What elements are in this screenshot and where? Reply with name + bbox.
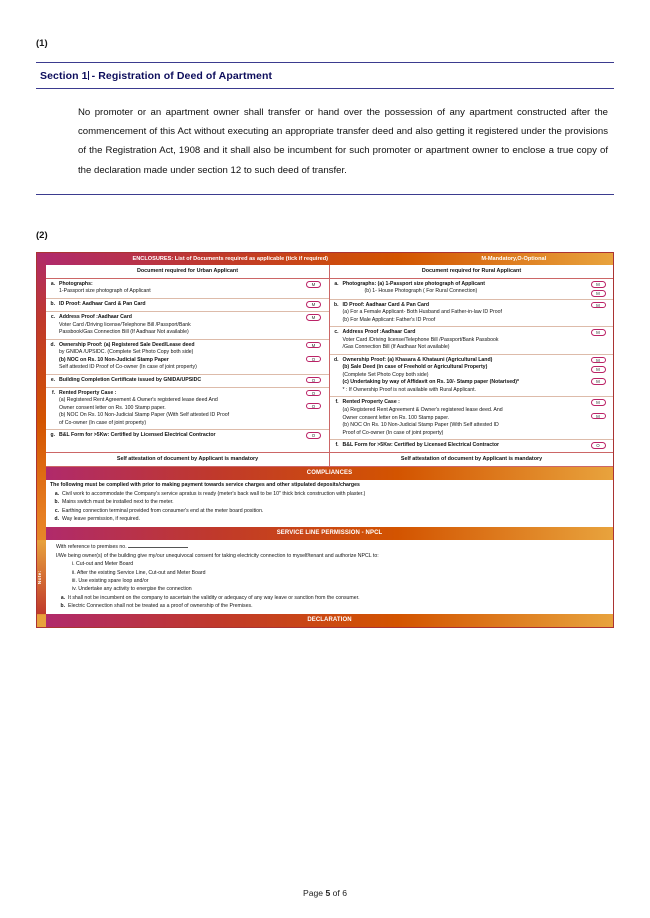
optional-pill[interactable]: O — [306, 403, 321, 410]
row-text — [341, 397, 584, 439]
row-text — [57, 312, 299, 339]
row-marks — [299, 340, 329, 374]
row-marks — [583, 397, 613, 439]
mandatory-pill[interactable]: M — [591, 302, 606, 309]
list-text: Use existing spare loop and/or — [78, 578, 149, 585]
row-index: f. — [335, 442, 339, 449]
row-line: Proof of Co-owner (In case of joint property) — [342, 429, 444, 436]
row-line: Owner consent letter on Rs. 100 Stamp paper. — [342, 414, 450, 421]
section-1-number: (1) — [36, 38, 48, 49]
list-index: i. — [72, 561, 75, 568]
row-line: Photographs: — [59, 280, 93, 287]
urban-column-header: Document required for Urban Applicant — [46, 265, 330, 278]
section-1-heading — [36, 63, 614, 88]
table-row — [330, 397, 614, 440]
row-marks — [583, 300, 613, 327]
row-text — [57, 279, 299, 298]
table-row — [46, 279, 329, 299]
row-marks — [299, 279, 329, 298]
section-1-heading-suffix: - Registration of Deed of Apartment — [88, 70, 273, 82]
row-line: Passbook/Gas Connection Bill (If Aadhaar Not available) — [59, 329, 189, 336]
row-line: Self attested ID Proof of Co-owner (In case of joint property) — [59, 364, 197, 371]
list-text: Electric Connection shall not be treated as a proof of ownership of the Premises. — [68, 602, 253, 609]
row-line: (a) Registered Rent Agreement & Owner's registered lease deed. And — [342, 407, 503, 413]
section-1-block — [36, 62, 614, 195]
list-index: d. — [54, 515, 59, 522]
table-row — [46, 430, 329, 442]
page-footer — [0, 888, 650, 898]
row-marks — [299, 430, 329, 442]
row-text — [57, 299, 299, 311]
row-marks — [299, 312, 329, 339]
footer-suffix: of 6 — [330, 888, 347, 898]
row-line: Ownership Proof: (a) Registered Sale Deed/Lease deed — [59, 341, 195, 348]
list-index: iv. — [72, 586, 77, 593]
mandatory-pill[interactable]: M — [306, 301, 321, 308]
row-line: Address Proof :Aadhaar Card — [342, 329, 416, 336]
row-line: B&L Form for >5Kw: Certified by Licensed Electrical Contractor — [59, 432, 216, 439]
enclosures-form — [36, 252, 614, 628]
row-line: (b) NOC On Rs. 10 Non-Judicial Stamp Paper (With Self attested ID Proof — [59, 412, 230, 419]
row-index: d. — [50, 341, 55, 348]
list-item — [50, 491, 609, 499]
table-row — [330, 327, 614, 355]
row-line: (a) Registered Rent Agreement & Owner's registered lease deed And — [59, 397, 218, 404]
mandatory-pill[interactable]: M — [591, 290, 606, 297]
row-line: B&L Form for >5Kw: Certified by Licensed Electrical Contractor — [342, 442, 500, 449]
list-item — [56, 603, 609, 611]
list-index: c. — [54, 507, 59, 514]
row-text — [57, 340, 299, 374]
row-line: by GNIDA /UPSIDC. (Complete Set Photo Copy both side) — [59, 349, 194, 356]
list-index: b. — [60, 602, 65, 609]
list-text: Undertake any activity to energise the connection — [78, 586, 192, 593]
list-text: Earthing connection terminal provided from consumer's end at the meter board position. — [62, 507, 264, 514]
row-line: (c) Undertaking by way of Affidavit on Rs. 10/- Stamp paper (Notarised)* — [342, 379, 519, 386]
documents-columns — [46, 279, 613, 452]
service-line-premises — [56, 542, 609, 552]
row-line: ID Proof: Aadhaar Card & Pan Card — [342, 301, 430, 308]
self-attestation-row — [46, 452, 613, 467]
row-line: /Gas Connection Bill (If Aadhaar Not available) — [342, 344, 450, 351]
enclosures-title: ENCLOSURES: List of Documents required as applicable (tick if required) — [132, 256, 329, 262]
mandatory-pill[interactable]: M — [591, 378, 606, 385]
row-line: Photographs: (a) 1-Passport size photograph of Applicant — [342, 280, 485, 287]
row-line: Voter Card /Driving license/Telephone Bill /Passport/Bank — [59, 321, 191, 328]
mandatory-pill[interactable]: M — [591, 281, 606, 288]
row-index: c. — [50, 314, 55, 320]
row-index: a. — [50, 280, 55, 287]
section-1-bottom-rule — [36, 194, 614, 195]
list-item — [56, 561, 609, 569]
compliances-body — [46, 480, 613, 527]
rural-column-header: Document required for Rural Applicant — [421, 267, 522, 274]
row-line: Address Proof :Aadhaar Card — [59, 314, 132, 320]
row-marks — [583, 440, 613, 452]
footer-page-number: 5 — [325, 888, 331, 898]
list-index: b. — [54, 499, 59, 506]
row-index: f. — [335, 399, 339, 406]
list-text: Civil work to accommodate the Company's service apratus is ready (meter's back wall to be 10" thick brick construction with plaster.) — [62, 491, 366, 498]
list-item — [50, 516, 609, 524]
column-headers — [46, 265, 613, 279]
table-row — [330, 355, 614, 398]
self-attestation-rural: Self attestation of document by Applicant is mandatory — [400, 455, 543, 462]
list-index: a. — [60, 594, 65, 601]
footer-prefix: Page — [303, 888, 326, 898]
row-line: (b) 1- House Photograph ( For Rural Connection) — [364, 288, 478, 295]
service-line-premises-label: With reference to premises no. — [56, 544, 127, 551]
list-text: After the existing Service Line, Cut-out and Meter Board — [76, 569, 206, 576]
table-row — [46, 299, 329, 312]
row-line: (b) NOC On Rs. 10 Non-Judicial Stamp Paper (With Self attested ID — [342, 422, 499, 429]
row-marks — [299, 388, 329, 430]
declaration-title-bar: DECLARATION — [46, 614, 613, 627]
mandatory-pill[interactable]: M — [591, 413, 606, 420]
row-text — [341, 327, 584, 354]
table-row — [46, 340, 329, 375]
section-2-number: (2) — [36, 230, 48, 241]
row-line: Building Completion Certificate issued by GNIDA/UPSIDC — [59, 376, 202, 383]
service-line-body — [37, 540, 613, 614]
service-line-title-bar: SERVICE LINE PERMISSION - NPCL — [46, 527, 613, 540]
row-line: (b) NOC on Rs. 10 Non-Judicial Stamp Paper — [59, 356, 169, 363]
mandatory-legend: M-Mandatory,O-Optional — [481, 256, 547, 262]
row-line: (b) Sale Deed (in case of Freehold or Agricultural Property) — [342, 364, 488, 371]
note-side-tab: Note: — [37, 540, 46, 614]
row-text — [341, 300, 584, 327]
row-marks — [583, 327, 613, 354]
list-item — [56, 586, 609, 594]
table-row — [46, 375, 329, 388]
table-row — [46, 312, 329, 340]
optional-pill[interactable]: O — [306, 432, 321, 439]
row-line: (b) For Male Applicant: Father's ID Proof — [342, 316, 436, 323]
row-text — [57, 388, 299, 430]
row-index: b. — [50, 301, 55, 307]
row-index: d. — [334, 356, 339, 363]
row-index: g. — [50, 432, 55, 439]
row-index: b. — [334, 301, 339, 308]
section-1-heading-prefix: Section 1 — [40, 70, 88, 82]
list-text: Mains switch must be installed next to the meter. — [62, 499, 174, 506]
row-line: 1-Passport size photograph of Applicant — [59, 288, 151, 295]
row-line: ID Proof: Aadhaar Card & Pan Card — [59, 301, 146, 307]
list-text: Way leave permission, if required. — [62, 515, 140, 522]
mandatory-pill[interactable]: M — [306, 342, 321, 349]
table-row — [330, 440, 614, 452]
urban-column — [46, 279, 330, 452]
table-row — [330, 279, 614, 300]
compliances-title-bar: COMPLIANCES — [46, 467, 613, 480]
row-line: of Co-owner (In case of joint property) — [59, 419, 147, 426]
row-index: f. — [51, 389, 55, 396]
optional-pill[interactable]: O — [591, 442, 606, 449]
row-line: (a) For a Female Applicant- Both Husband and Father-in-law ID Proof — [342, 309, 502, 316]
row-line: (Complete Set Photo Copy both side) — [342, 371, 429, 378]
row-marks — [583, 279, 613, 299]
row-line: Rented Property Case : — [59, 389, 117, 396]
rural-column — [330, 279, 614, 452]
enclosures-title-bar — [46, 253, 613, 265]
row-line: Ownership Proof: (a) Khasara & Khatauni (Agricultural Land) — [342, 356, 493, 363]
optional-pill[interactable]: O — [306, 377, 321, 384]
table-row — [46, 388, 329, 431]
section-1-body: No promoter or an apartment owner shall transfer or hand over the possession of any apartment constructed after the commencement of this Act without executing an appropriate transfer deed and also getting it registered under the provisions of the Registration Act, 1908 and it shall also be incumbent for such promoter or apartment owner to enclose a true copy of the declaration made under section 12 to such deed of transfer. — [78, 107, 608, 176]
list-item — [56, 595, 609, 603]
row-line: Owner consent letter on Rs. 100 Stamp paper. — [59, 404, 166, 411]
row-text — [57, 430, 299, 442]
list-item — [56, 578, 609, 586]
row-text — [341, 355, 584, 397]
table-row — [330, 300, 614, 328]
list-item — [50, 499, 609, 507]
service-line-consent: I/We being owner(s) of the building give my/our unequivocal consent for taking electricity connection to myself/tenant and authorize NPCL to: — [56, 552, 379, 559]
premises-number-field[interactable] — [128, 542, 188, 548]
optional-pill[interactable]: O — [306, 356, 321, 363]
mandatory-pill[interactable]: M — [591, 357, 606, 364]
row-text — [341, 279, 584, 299]
row-text — [57, 375, 299, 387]
list-text: It shall not be incumbent on the company to ascertain the validity or adequacy of any way leave or sanction from the consumer. — [68, 594, 360, 601]
list-item — [56, 570, 609, 578]
row-line: Rented Property Case : — [342, 399, 400, 406]
row-index: e. — [50, 376, 55, 383]
mandatory-pill[interactable]: M — [306, 281, 321, 288]
list-text: Cut-out and Meter Board — [76, 561, 134, 568]
list-index: ii. — [72, 569, 76, 576]
mandatory-pill[interactable]: M — [591, 366, 606, 373]
list-item — [50, 508, 609, 516]
row-marks — [299, 375, 329, 387]
self-attestation-urban: Self attestation of document by Applicant is mandatory — [46, 453, 330, 466]
list-index: a. — [54, 491, 59, 498]
mandatory-pill[interactable]: M — [591, 399, 606, 406]
row-index: c. — [334, 329, 339, 336]
row-text — [341, 440, 584, 452]
row-marks — [299, 299, 329, 311]
mandatory-pill[interactable]: M — [306, 314, 321, 321]
mandatory-pill[interactable]: M — [591, 329, 606, 336]
row-index: a. — [334, 280, 339, 287]
row-marks — [583, 355, 613, 397]
row-line: * : If Ownership Proof is not available with Rural Applicant. — [342, 386, 476, 393]
list-index: iii. — [72, 578, 77, 585]
row-line: Voter Card /Driving license/Telephone Bill /Passport/Bank Passbook — [342, 336, 499, 343]
compliances-lead: The following must be complied with prior to making payment towards service charges and other stipulated deposits/charges — [50, 482, 360, 489]
optional-pill[interactable]: O — [306, 390, 321, 397]
